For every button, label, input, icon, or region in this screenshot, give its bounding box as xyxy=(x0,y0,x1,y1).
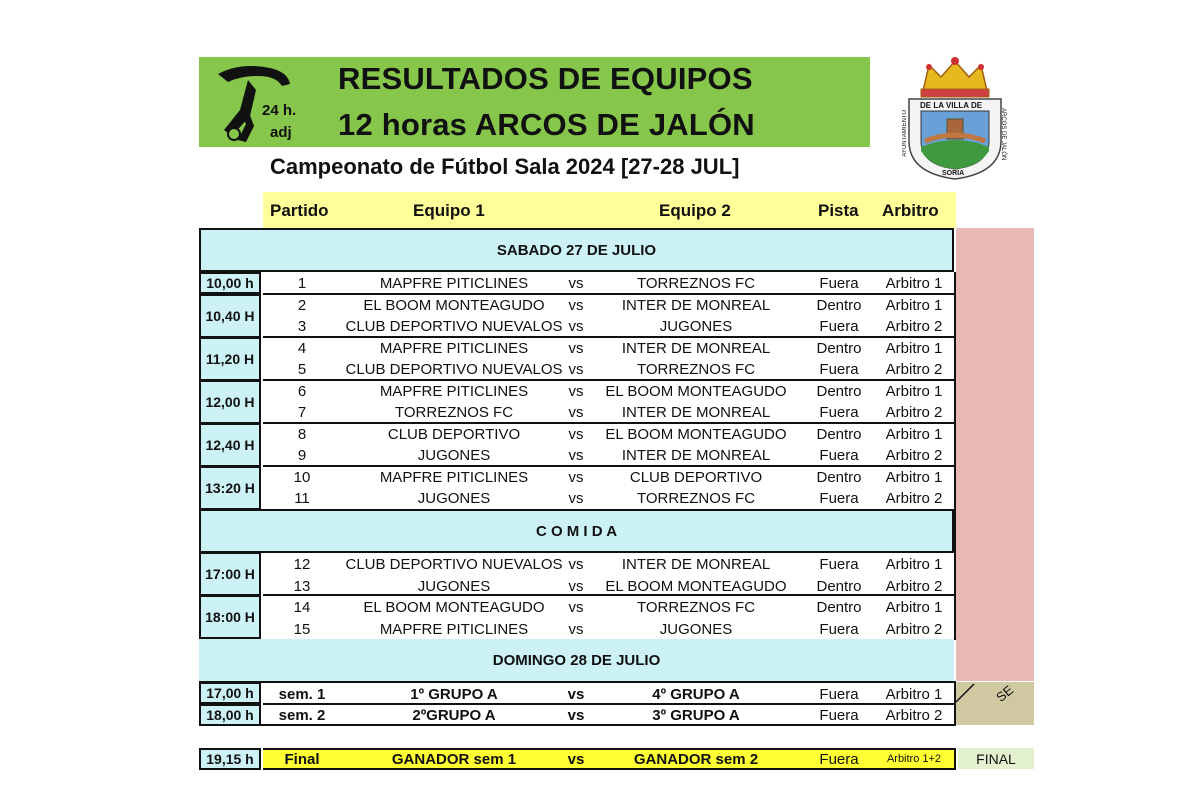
vs-label: vs xyxy=(567,707,585,724)
pista: Fuera xyxy=(819,621,859,638)
pista: Fuera xyxy=(819,751,859,768)
arbitro: Arbitro 2 xyxy=(885,318,943,335)
time-cell: 17,00 h xyxy=(199,682,261,704)
table-row xyxy=(263,596,956,618)
col-partido: Partido xyxy=(270,201,329,220)
pista: Dentro xyxy=(816,340,862,357)
team1: MAPFRE PITICLINES xyxy=(379,621,529,638)
vs-label: vs xyxy=(568,469,584,486)
table-row xyxy=(263,294,956,316)
arbitro: Arbitro 2 xyxy=(885,361,943,378)
team2: CLUB DEPORTIVO xyxy=(629,469,763,486)
side-pink-panel xyxy=(956,228,1034,681)
vs-label: vs xyxy=(568,578,584,595)
table-right-border xyxy=(954,748,956,770)
section-saturday: SABADO 27 DE JULIO xyxy=(199,228,954,272)
page-title-line1: RESULTADOS DE EQUIPOS xyxy=(338,61,753,96)
team2: TORREZNOS FC xyxy=(636,275,756,292)
arbitro: Arbitro 1 xyxy=(885,383,943,400)
team2: 3º GRUPO A xyxy=(652,707,740,724)
vs-label: vs xyxy=(568,447,584,464)
team2: TORREZNOS FC xyxy=(636,599,756,616)
pista: Fuera xyxy=(819,447,859,464)
team1: MAPFRE PITICLINES xyxy=(379,275,529,292)
team1: TORREZNOS FC xyxy=(394,404,514,421)
pista: Fuera xyxy=(819,556,859,573)
table-row xyxy=(263,272,956,294)
team2: JUGONES xyxy=(659,621,733,638)
team1: GANADOR sem 1 xyxy=(391,751,517,768)
pista: Fuera xyxy=(819,318,859,335)
col-equipo1: Equipo 1 xyxy=(413,201,485,220)
match-number: 5 xyxy=(297,361,307,378)
team1: CLUB DEPORTIVO xyxy=(387,426,521,443)
arbitro: Arbitro 2 xyxy=(885,490,943,507)
match-number: sem. 2 xyxy=(278,707,326,724)
time-cell: 18,00 h xyxy=(199,704,261,726)
table-row xyxy=(263,423,956,445)
team2: TORREZNOS FC xyxy=(636,361,756,378)
team2: INTER DE MONREAL xyxy=(621,556,771,573)
arbitro: Arbitro 1 xyxy=(885,426,943,443)
pista: Fuera xyxy=(819,275,859,292)
table-row xyxy=(263,444,956,466)
match-number: 14 xyxy=(293,599,311,616)
table-row xyxy=(263,315,956,337)
team1: EL BOOM MONTEAGUDO xyxy=(363,297,545,314)
team1: MAPFRE PITICLINES xyxy=(379,469,529,486)
time-cell: 13:20 H xyxy=(199,466,261,510)
time-cell: 19,15 h xyxy=(199,748,261,770)
team1: CLUB DEPORTIVO NUEVALOS xyxy=(345,361,563,378)
team2: INTER DE MONREAL xyxy=(621,297,771,314)
town-crest-icon xyxy=(899,55,1011,183)
vs-label: vs xyxy=(568,621,584,638)
arbitro: Arbitro 2 xyxy=(885,578,943,595)
table-row xyxy=(263,358,956,380)
page-subtitle: Campeonato de Fútbol Sala 2024 [27-28 JUL] xyxy=(270,154,740,179)
crest-text-left: AYUNTAMIENTO xyxy=(902,110,908,157)
arbitro: Arbitro 1 xyxy=(885,686,943,703)
arbitro: Arbitro 2 xyxy=(885,447,943,464)
time-cell: 11,20 H xyxy=(199,337,261,381)
table-row xyxy=(263,487,956,509)
vs-label: vs xyxy=(568,404,584,421)
pista: Dentro xyxy=(816,383,862,400)
team2: EL BOOM MONTEAGUDO xyxy=(605,578,787,595)
match-number: 1 xyxy=(297,275,307,292)
time-cell: 10,40 H xyxy=(199,294,261,338)
table-row xyxy=(263,618,956,640)
match-number: 9 xyxy=(297,447,307,464)
pista: Fuera xyxy=(819,361,859,378)
team2: GANADOR sem 2 xyxy=(633,751,759,768)
team2: INTER DE MONREAL xyxy=(621,404,771,421)
vs-label: vs xyxy=(568,556,584,573)
final-row xyxy=(263,748,956,770)
table-row xyxy=(263,553,956,575)
vs-label: vs xyxy=(568,275,584,292)
match-number: 15 xyxy=(293,621,311,638)
team2: 4º GRUPO A xyxy=(652,686,740,703)
logo-text-24h: 24 h. xyxy=(262,102,297,119)
vs-label: vs xyxy=(568,426,584,443)
col-equipo2: Equipo 2 xyxy=(659,201,731,220)
team2: JUGONES xyxy=(659,318,733,335)
arbitro: Arbitro 1 xyxy=(885,556,943,573)
crest-text-top: DE LA VILLA DE xyxy=(920,101,983,110)
pista: Dentro xyxy=(816,599,862,616)
arbitro: Arbitro 1+2 xyxy=(886,753,942,765)
team1: MAPFRE PITICLINES xyxy=(379,340,529,357)
pista: Dentro xyxy=(816,469,862,486)
arbitro: Arbitro 1 xyxy=(885,599,943,616)
arbitro: Arbitro 2 xyxy=(885,707,943,724)
team2: EL BOOM MONTEAGUDO xyxy=(605,426,787,443)
table-row xyxy=(263,380,956,402)
crest-text-bottom: SORIA xyxy=(942,170,965,177)
diagonal-line xyxy=(954,682,976,704)
pista: Dentro xyxy=(816,578,862,595)
pista: Dentro xyxy=(816,297,862,314)
arbitro: Arbitro 1 xyxy=(885,275,943,292)
pista: Fuera xyxy=(819,707,859,724)
team1: JUGONES xyxy=(417,490,491,507)
team2: TORREZNOS FC xyxy=(636,490,756,507)
match-number: 11 xyxy=(294,490,310,507)
match-number: 7 xyxy=(297,404,307,421)
table-row xyxy=(263,337,956,359)
match-number: 4 xyxy=(297,340,307,357)
table-row xyxy=(263,401,956,423)
section-sunday: DOMINGO 28 DE JULIO xyxy=(199,639,954,682)
pista: Fuera xyxy=(819,490,859,507)
vs-label: vs xyxy=(567,751,585,768)
team1: CLUB DEPORTIVO NUEVALOS xyxy=(345,556,563,573)
final-side-label: FINAL xyxy=(958,748,1034,769)
vs-label: vs xyxy=(568,490,584,507)
match-number: 8 xyxy=(297,426,307,443)
col-pista: Pista xyxy=(818,201,859,220)
arbitro: Arbitro 1 xyxy=(885,340,943,357)
team1: CLUB DEPORTIVO NUEVALOS xyxy=(345,318,563,335)
team1: 1º GRUPO A xyxy=(410,686,498,703)
table-row xyxy=(263,683,956,705)
team1: MAPFRE PITICLINES xyxy=(379,383,529,400)
match-number: 12 xyxy=(293,556,311,573)
match-number: 6 xyxy=(297,383,307,400)
vs-label: vs xyxy=(568,383,584,400)
vs-label: vs xyxy=(567,686,585,703)
semis-side-label: SE xyxy=(993,682,1017,705)
crest-text-right: ARCOS DE JALÓN xyxy=(1000,108,1006,161)
pista: Dentro xyxy=(816,426,862,443)
time-cell: 12,40 H xyxy=(199,423,261,467)
time-cell: 17:00 H xyxy=(199,552,261,596)
match-number: 3 xyxy=(297,318,307,335)
vs-label: vs xyxy=(568,340,584,357)
table-row xyxy=(263,575,956,597)
arbitro: Arbitro 2 xyxy=(885,404,943,421)
pista: Fuera xyxy=(819,404,859,421)
logo-text-adj: adj xyxy=(270,124,292,141)
time-cell: 12,00 H xyxy=(199,380,261,424)
col-arbitro: Arbitro xyxy=(882,201,939,220)
team1: EL BOOM MONTEAGUDO xyxy=(363,599,545,616)
arbitro: Arbitro 1 xyxy=(885,297,943,314)
time-cell: 18:00 H xyxy=(199,595,261,639)
vs-label: vs xyxy=(568,318,584,335)
team1: 2ºGRUPO A xyxy=(412,707,496,724)
table-row xyxy=(263,466,956,488)
page-title-line2: 12 horas ARCOS DE JALÓN xyxy=(338,107,755,142)
vs-label: vs xyxy=(568,297,584,314)
pista: Fuera xyxy=(819,686,859,703)
match-number: 10 xyxy=(293,469,311,486)
team2: INTER DE MONREAL xyxy=(621,340,771,357)
arbitro: Arbitro 1 xyxy=(885,469,943,486)
team1: JUGONES xyxy=(417,578,491,595)
time-cell: 10,00 h xyxy=(199,272,261,294)
section-lunch: C O M I D A xyxy=(199,509,954,553)
vs-label: vs xyxy=(568,361,584,378)
match-number: sem. 1 xyxy=(278,686,326,703)
table-row xyxy=(263,704,956,726)
vs-label: vs xyxy=(568,599,584,616)
arbitro: Arbitro 2 xyxy=(885,621,943,638)
match-number: Final xyxy=(284,751,320,768)
team2: INTER DE MONREAL xyxy=(621,447,771,464)
match-number: 2 xyxy=(297,297,307,314)
team1: JUGONES xyxy=(417,447,491,464)
team2: EL BOOM MONTEAGUDO xyxy=(605,383,787,400)
match-number: 13 xyxy=(293,578,311,595)
